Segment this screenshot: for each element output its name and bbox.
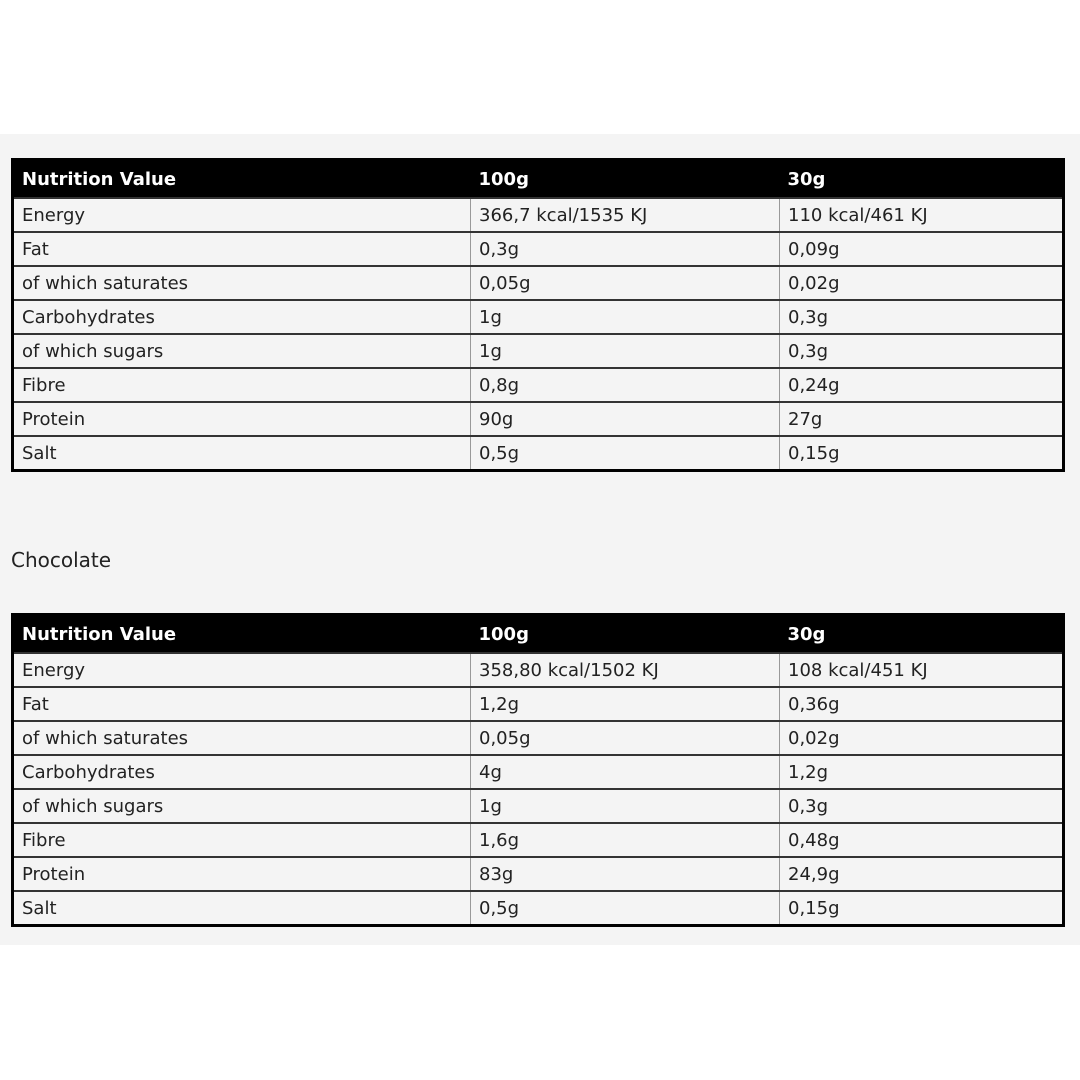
table-row xyxy=(13,857,1064,891)
nutrient-label: Fat xyxy=(13,687,471,721)
nutrient-label: Energy xyxy=(13,653,471,687)
value-100g: 1,6g xyxy=(471,823,780,857)
nutrient-label: of which saturates xyxy=(13,721,471,755)
table-row xyxy=(13,300,1064,334)
header-100g: 100g xyxy=(471,160,780,199)
table-row xyxy=(13,334,1064,368)
header-100g: 100g xyxy=(471,615,780,654)
nutrient-label: Carbohydrates xyxy=(13,300,471,334)
value-100g: 1g xyxy=(471,334,780,368)
table-row xyxy=(13,891,1064,926)
value-30g: 0,15g xyxy=(780,891,1064,926)
nutrient-label: of which saturates xyxy=(13,266,471,300)
table-row xyxy=(13,368,1064,402)
nutrient-label: Fibre xyxy=(13,823,471,857)
nutrient-label: Salt xyxy=(13,436,471,471)
table-row xyxy=(13,653,1064,687)
value-30g: 27g xyxy=(780,402,1064,436)
value-100g: 358,80 kcal/1502 KJ xyxy=(471,653,780,687)
value-100g: 0,8g xyxy=(471,368,780,402)
value-30g: 0,3g xyxy=(780,334,1064,368)
table-row xyxy=(13,789,1064,823)
value-100g: 90g xyxy=(471,402,780,436)
nutrient-label: Salt xyxy=(13,891,471,926)
table-row xyxy=(13,232,1064,266)
header-nutrition-value: Nutrition Value xyxy=(13,615,471,654)
nutrient-label: Fat xyxy=(13,232,471,266)
value-30g: 1,2g xyxy=(780,755,1064,789)
nutrient-label: Protein xyxy=(13,857,471,891)
header-nutrition-value: Nutrition Value xyxy=(13,160,471,199)
nutrient-label: of which sugars xyxy=(13,334,471,368)
value-100g: 0,3g xyxy=(471,232,780,266)
value-100g: 0,05g xyxy=(471,266,780,300)
value-30g: 0,02g xyxy=(780,721,1064,755)
value-100g: 0,5g xyxy=(471,891,780,926)
value-100g: 4g xyxy=(471,755,780,789)
value-30g: 0,36g xyxy=(780,687,1064,721)
value-30g: 0,09g xyxy=(780,232,1064,266)
nutrient-label: Protein xyxy=(13,402,471,436)
nutrient-label: Carbohydrates xyxy=(13,755,471,789)
table-row xyxy=(13,687,1064,721)
value-30g: 0,3g xyxy=(780,300,1064,334)
value-30g: 0,02g xyxy=(780,266,1064,300)
table-header-row xyxy=(13,615,1064,654)
nutrition-table-unflavoured xyxy=(11,158,1065,472)
value-100g: 83g xyxy=(471,857,780,891)
table-row xyxy=(13,755,1064,789)
value-100g: 1g xyxy=(471,300,780,334)
table-row xyxy=(13,721,1064,755)
section-title-chocolate: Chocolate xyxy=(11,548,112,572)
value-30g: 0,3g xyxy=(780,789,1064,823)
table-row xyxy=(13,436,1064,471)
table-row xyxy=(13,823,1064,857)
table-row xyxy=(13,402,1064,436)
header-30g: 30g xyxy=(780,615,1064,654)
header-30g: 30g xyxy=(780,160,1064,199)
value-100g: 1,2g xyxy=(471,687,780,721)
nutrition-table-chocolate xyxy=(11,613,1065,927)
value-100g: 1g xyxy=(471,789,780,823)
table-row xyxy=(13,266,1064,300)
value-30g: 0,48g xyxy=(780,823,1064,857)
nutrient-label: of which sugars xyxy=(13,789,471,823)
value-30g: 0,24g xyxy=(780,368,1064,402)
table-row xyxy=(13,198,1064,232)
value-100g: 0,05g xyxy=(471,721,780,755)
value-100g: 0,5g xyxy=(471,436,780,471)
value-30g: 24,9g xyxy=(780,857,1064,891)
nutrient-label: Energy xyxy=(13,198,471,232)
value-30g: 108 kcal/451 KJ xyxy=(780,653,1064,687)
value-100g: 366,7 kcal/1535 KJ xyxy=(471,198,780,232)
nutrient-label: Fibre xyxy=(13,368,471,402)
value-30g: 110 kcal/461 KJ xyxy=(780,198,1064,232)
value-30g: 0,15g xyxy=(780,436,1064,471)
table-header-row xyxy=(13,160,1064,199)
